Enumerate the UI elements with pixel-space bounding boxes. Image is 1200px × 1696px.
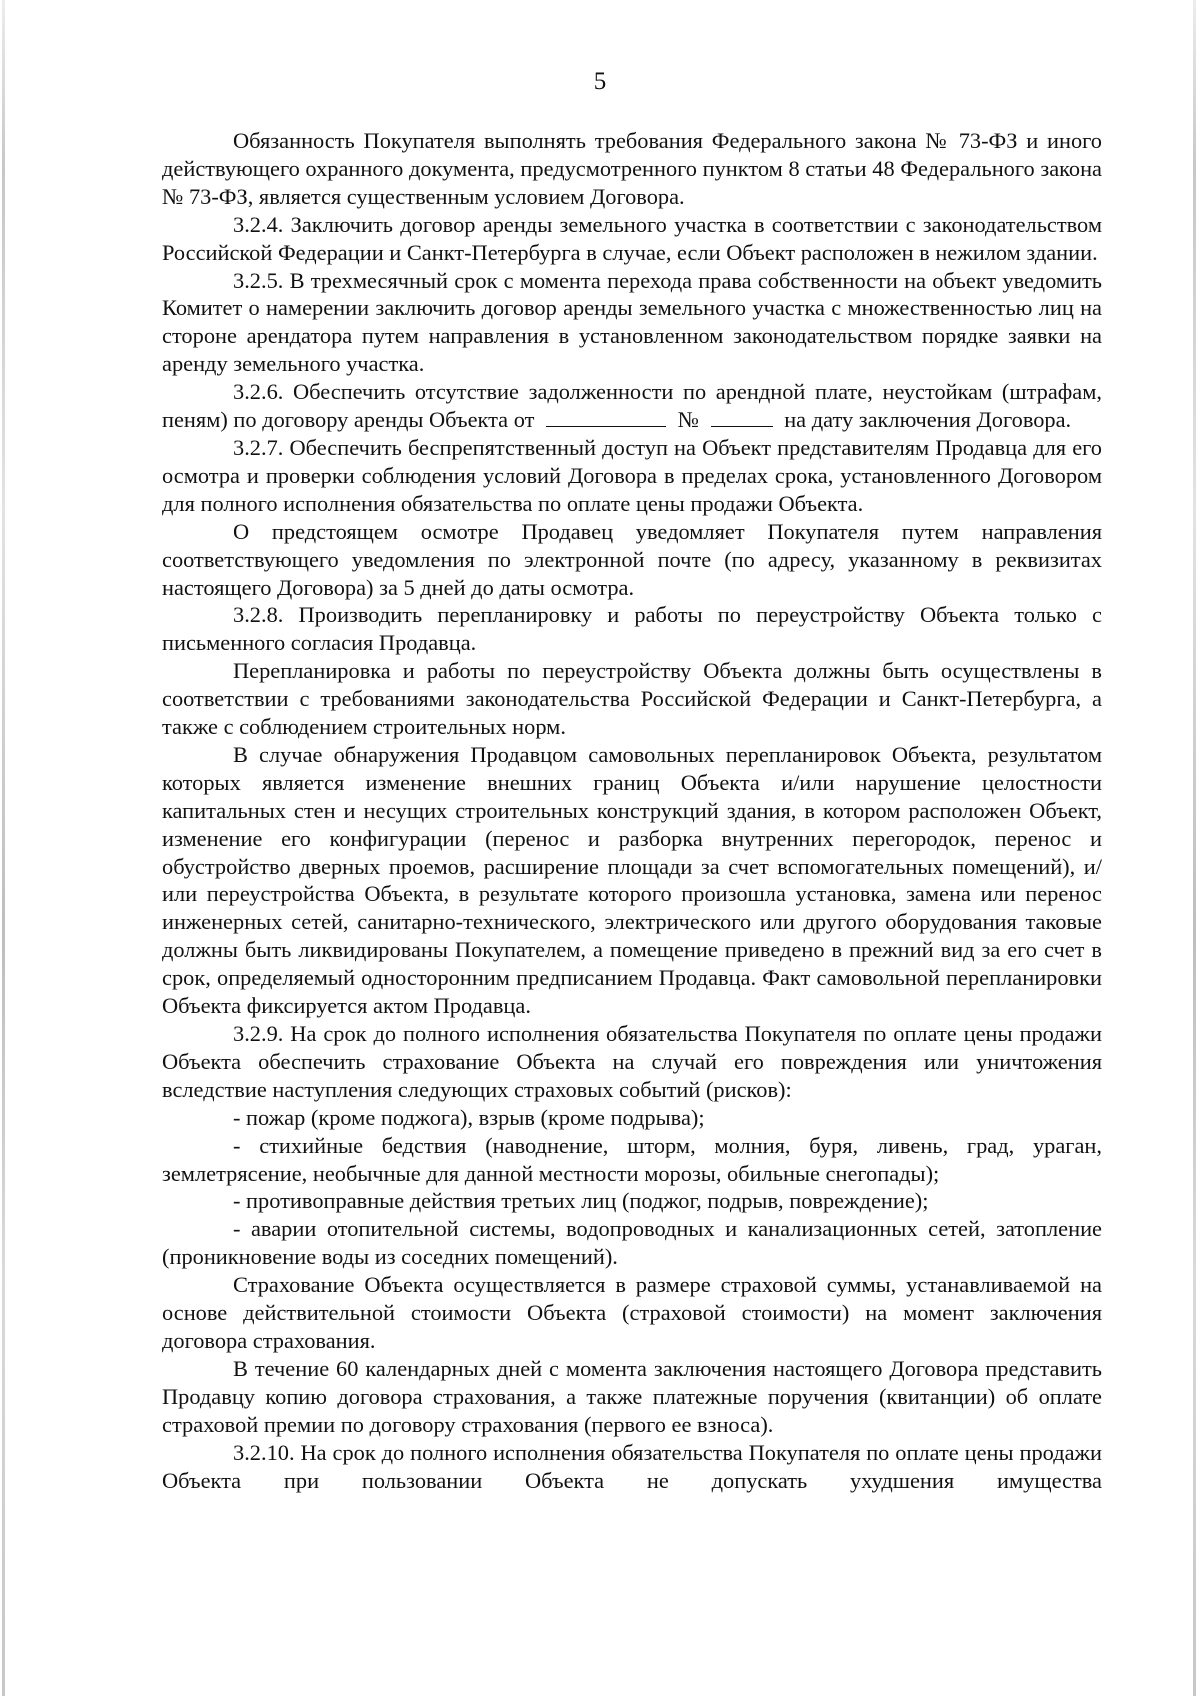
page-number: 5 (593, 68, 607, 95)
document-body (162, 127, 1102, 1494)
number-sign: № (677, 407, 699, 433)
risk-item-fire: - пожар (кроме поджога), взрыв (кроме подрыва); (233, 1104, 705, 1130)
clause-3-2-6-tail: на дату заключения Договора. (784, 407, 1072, 433)
risk-item-natural-disasters: - стихийные бедствия (наводнение, шторм, молния, буря, ливень, град, ураган, землетрясение, необычные для данной местности морозы, обильные снегопады); (162, 1132, 1102, 1186)
risk-item-third-party: - противоправные действия третьих лиц (поджог, подрыв, повреждение); (233, 1188, 929, 1214)
clause-3-2-6-text: 3.2.6. Обеспечить отсутствие задолженности по арендной плате, неустойкам (штрафам, пеням) по договору аренды Объекта от (162, 379, 1102, 433)
clause-3-2-10: 3.2.10. На срок до полного исполнения обязательства Покупателя по оплате цены продажи Объекта при пользовании Объекта не допускать ухудшения имущества (162, 1439, 1102, 1493)
scan-edge-right (1193, 0, 1196, 1696)
clause-3-2-7: 3.2.7. Обеспечить беспрепятственный доступ на Объект представителям Продавца для его осмотра и проверки соблюдения условий Договора в пределах срока, установленного Договором для полного исполнения обязательства по оплате цены продажи Объекта. (162, 434, 1102, 516)
scan-edge-left (2, 0, 5, 1696)
clause-3-2-8: 3.2.8. Производить перепланировку и работы по переустройству Объекта только с письменного согласия Продавца. (162, 602, 1102, 656)
clause-3-2-9: 3.2.9. На срок до полного исполнения обязательства Покупателя по оплате цены продажи Объекта обеспечить страхование Объекта на случай его повреждения или уничтожения вследствие наступления следующих страховых событий (рисков): (162, 1021, 1102, 1102)
number-blank (711, 408, 773, 427)
risk-item-accidents: - аварии отопительной системы, водопроводных и канализационных сетей, затопление (проникновение воды из соседних помещений). (162, 1216, 1102, 1270)
clause-3-2-5: 3.2.5. В трехмесячный срок с момента перехода права собственности на объект уведомить Комитет о намерении заключить договор аренды земельного участка с множественностью лиц на стороне арендатора путем направления в установленном законодательством порядке заявки на аренду земельного участка. (162, 267, 1102, 377)
paragraph-obligation-73fz: Обязанность Покупателя выполнять требования Федерального закона № 73-ФЗ и иного действующего охранного документа, предусмотренного пунктом 8 статьи 48 Федерального закона № 73-ФЗ, является существенным условием Договора. (162, 128, 1102, 209)
clause-3-2-4: 3.2.4. Заключить договор аренды земельного участка в соответствии с законодательством Российской Федерации и Санкт-Петербурга в случае, если Объект расположен в нежилом здании. (162, 211, 1102, 265)
clause-3-2-6 (162, 378, 1102, 434)
paragraph-insurance-documents: В течение 60 календарных дней с момента заключения настоящего Договора представить Продавцу копию договора страхования, а также платежные поручения (квитанции) об оплате страховой премии по договору страхования (первого ее взноса). (162, 1355, 1102, 1437)
paragraph-unauthorized-redevelopment: В случае обнаружения Продавцом самовольных перепланировок Объекта, результатом которых является изменение внешних границ Объекта и/или нарушение целостности капитальных стен и несущих строительных конструкций здания, в котором расположен Объект, изменение его конфигурации (перенос и разборка внутренних перегородок, перенос и обустройство дверных проемов, расширение площади за счет вспомогательных помещений), и/или переустройства Объекта, в результате которого произошла установка, замена или перенос инженерных сетей, санитарно-технического, электрического или другого оборудования таковые должны быть ликвидированы Покупателем, а помещение приведено в прежний вид за его счет в срок, определяемый односторонним предписанием Продавца. Факт самовольной перепланировки Объекта фиксируется актом Продавца. (162, 741, 1102, 1019)
paragraph-insurance-amount: Страхование Объекта осуществляется в размере страховой суммы, устанавливаемой на основе действительной стоимости Объекта (страховой стоимости) на момент заключения договора страхования. (162, 1272, 1102, 1353)
paragraph-redevelopment-rules: Перепланировка и работы по переустройству Объекта должны быть осуществлены в соответствии с требованиями законодательства Российской Федерации и Санкт-Петербурга, а также с соблюдением строительных норм. (162, 658, 1102, 740)
date-blank (546, 408, 666, 427)
paragraph-inspection-notice: О предстоящем осмотре Продавец уведомляет Покупателя путем направления соответствующего уведомления по электронной почте (по адресу, указанному в реквизитах настоящего Договора) за 5 дней до даты осмотра. (162, 518, 1102, 600)
